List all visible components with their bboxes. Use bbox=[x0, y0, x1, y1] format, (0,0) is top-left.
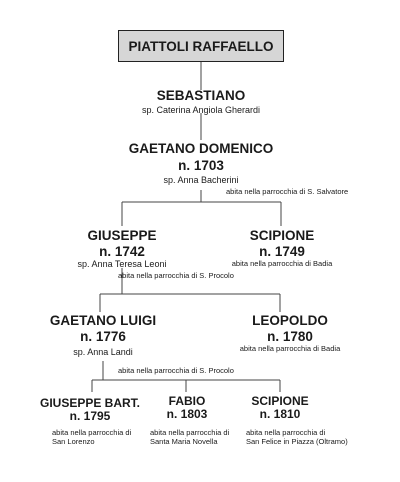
fabio-name: FABIO bbox=[168, 394, 206, 408]
gaetano-luigi-residence: abita nella parrocchia di S. Procolo bbox=[118, 366, 234, 375]
gaetano-domenico-born: n. 1703 bbox=[178, 158, 224, 173]
giuseppe-bart-residence-line2: San Lorenzo bbox=[52, 437, 95, 446]
giuseppe-bart-born: n. 1795 bbox=[69, 409, 111, 423]
gaetano-domenico-spouse: sp. Anna Bacherini bbox=[163, 175, 239, 185]
scipione-1749-born: n. 1749 bbox=[259, 244, 305, 259]
root-ancestor-box bbox=[118, 30, 284, 62]
scipione-1810-name: SCIPIONE bbox=[251, 394, 309, 408]
giuseppe-born: n. 1742 bbox=[99, 244, 145, 259]
giuseppe-spouse: sp. Anna Teresa Leoni bbox=[77, 259, 167, 269]
gaetano-luigi-name: GAETANO LUIGI bbox=[49, 313, 157, 328]
root-name: PIATTOLI RAFFAELLO bbox=[128, 38, 274, 54]
gaetano-luigi-born: n. 1776 bbox=[80, 329, 126, 344]
gaetano-luigi-spouse: sp. Anna Landi bbox=[73, 347, 133, 357]
leopoldo-residence: abita nella parrocchia di Badia bbox=[239, 344, 341, 353]
giuseppe-bart-residence-line1: abita nella parrocchia di bbox=[52, 428, 132, 437]
giuseppe-name: GIUSEPPE bbox=[87, 228, 157, 243]
fabio-residence-line2: Santa Maria Novella bbox=[150, 437, 218, 446]
scipione-1749-residence: abita nella parrocchia di Badia bbox=[231, 259, 333, 268]
scipione-1749-name: SCIPIONE bbox=[249, 228, 315, 243]
scipione-1810-residence-line2: San Felice in Piazza (Oltramo) bbox=[246, 437, 348, 446]
gaetano-domenico-residence: abita nella parrocchia di S. Salvatore bbox=[226, 187, 349, 196]
sebastiano-name: SEBASTIANO bbox=[156, 88, 246, 103]
fabio-born: n. 1803 bbox=[166, 407, 208, 421]
scipione-1810-born: n. 1810 bbox=[259, 407, 301, 421]
leopoldo-name: LEOPOLDO bbox=[252, 313, 328, 328]
giuseppe-bart-name: GIUSEPPE BART. bbox=[39, 396, 141, 410]
scipione-1810-residence-line1: abita nella parrocchia di bbox=[246, 428, 326, 437]
sebastiano-spouse: sp. Caterina Angiola Gherardi bbox=[141, 105, 261, 115]
leopoldo-born: n. 1780 bbox=[267, 329, 313, 344]
giuseppe-residence: abita nella parrocchia di S. Procolo bbox=[118, 271, 234, 280]
fabio-residence-line1: abita nella parrocchia di bbox=[150, 428, 230, 437]
gaetano-domenico-name: GAETANO DOMENICO bbox=[128, 141, 274, 156]
